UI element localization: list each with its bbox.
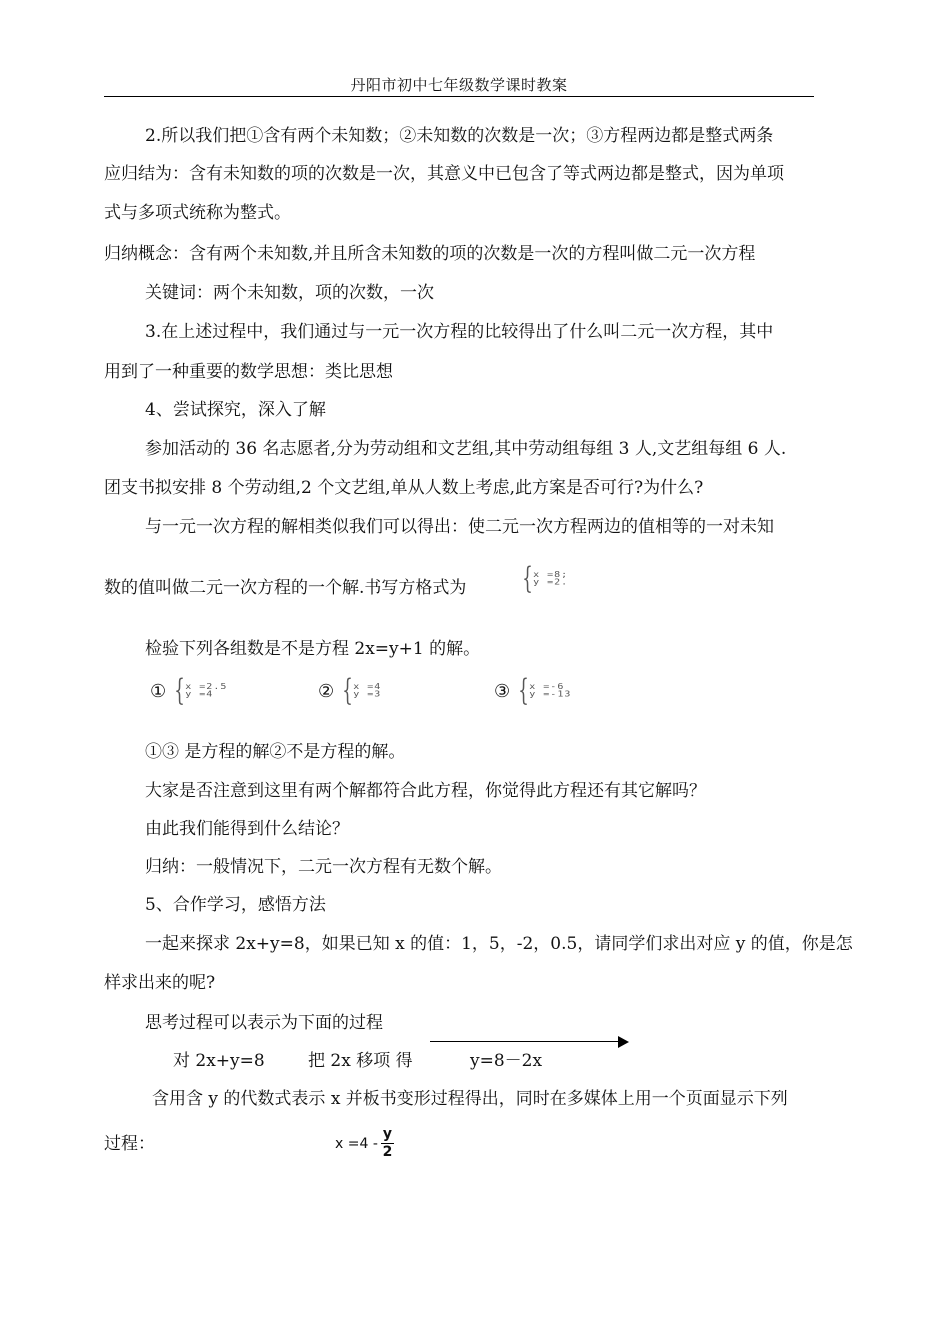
problem-line2: 团支书拟安排 8 个劳动组,2 个文艺组,单从人数上考虑,此方案是否可行?为什么? bbox=[104, 478, 704, 498]
transform-line1: 含用含 y 的代数式表示 x 并板书变形过程得出，同时在多媒体上用一个页面显示下列 bbox=[152, 1089, 788, 1109]
process-step-start: 对 2x+y=8 bbox=[173, 1051, 265, 1071]
check-mark: ② bbox=[318, 680, 335, 702]
check-result: ①③ 是方程的解②不是方程的解。 bbox=[145, 742, 406, 762]
paragraph-2-line3: 式与多项式统称为整式。 bbox=[104, 203, 291, 223]
format-y: y =2. bbox=[533, 578, 569, 587]
formula-lhs: x =4 - bbox=[335, 1135, 378, 1152]
check-instruction: 检验下列各组数是不是方程 2x=y+1 的解。 bbox=[145, 639, 481, 659]
brace-icon: { bbox=[342, 673, 353, 708]
check-y: y =4 bbox=[185, 690, 214, 699]
process-step-result: y=8－2x bbox=[470, 1051, 543, 1071]
keywords: 关键词：两个未知数，项的次数，一次 bbox=[145, 283, 434, 303]
brace-icon: { bbox=[174, 673, 185, 708]
format-x: x =8; bbox=[533, 570, 569, 579]
transform-line2: 过程： bbox=[104, 1134, 155, 1154]
brace-icon: { bbox=[518, 673, 529, 708]
check-option-2 bbox=[318, 673, 382, 708]
paragraph-3-line2: 用到了一种重要的数学思想：类比思想 bbox=[104, 362, 393, 382]
brace-icon: { bbox=[522, 561, 533, 596]
process-intro: 思考过程可以表示为下面的过程 bbox=[145, 1013, 383, 1033]
page-header: 丹阳市初中七年级数学课时教案 bbox=[350, 76, 568, 94]
solution-definition-line2: 数的值叫做二元一次方程的一个解.书写方格式为 bbox=[104, 578, 467, 598]
check-y: y =3 bbox=[353, 690, 382, 699]
formula-x-equals bbox=[335, 1126, 394, 1161]
check-x: x =2.5 bbox=[185, 682, 228, 691]
section-4-heading: 4、尝试探究，深入了解 bbox=[145, 400, 326, 420]
solution-definition-line1: 与一元一次方程的解相类似我们可以得出：使二元一次方程两边的值相等的一对未知 bbox=[145, 517, 774, 537]
concept-summary: 归纳概念：含有两个未知数,并且所含未知数的项的次数是一次的方程叫做二元一次方程 bbox=[104, 244, 756, 264]
process-arrow bbox=[430, 1041, 620, 1042]
check-option-1 bbox=[150, 673, 228, 708]
paragraph-3-line1: 3.在上述过程中，我们通过与一元一次方程的比较得出了什么叫二元一次方程，其中 bbox=[145, 322, 774, 342]
question-conclusion: 由此我们能得到什么结论？ bbox=[145, 819, 349, 839]
summary-infinite-solutions: 归纳：一般情况下，二元一次方程有无数个解。 bbox=[145, 857, 502, 877]
formula-fraction bbox=[381, 1126, 394, 1161]
exploration-line1: 一起来探求 2x+y=8，如果已知 x 的值：1，5，-2，0.5，请同学们求出对应 y 的值，你是怎 bbox=[145, 934, 853, 954]
check-x: x =4 bbox=[353, 682, 382, 691]
paragraph-2-line1: 2.所以我们把①含有两个未知数；②未知数的次数是一次；③方程两边都是整式两条 bbox=[145, 126, 774, 146]
process-step-move: 把 2x 移项 得 bbox=[308, 1051, 413, 1071]
arrow-head-icon bbox=[618, 1036, 629, 1048]
formula-numerator: y bbox=[382, 1126, 393, 1142]
check-x: x =-6 bbox=[529, 682, 565, 691]
question-other-solutions: 大家是否注意到这里有两个解都符合此方程，你觉得此方程还有其它解吗？ bbox=[145, 781, 706, 801]
check-option-3 bbox=[494, 673, 572, 708]
format-system bbox=[518, 561, 569, 596]
check-y: y =-13 bbox=[529, 690, 572, 699]
formula-denominator: 2 bbox=[382, 1144, 393, 1160]
header-rule bbox=[104, 96, 814, 97]
check-mark: ③ bbox=[494, 680, 511, 702]
check-mark: ① bbox=[150, 680, 167, 702]
paragraph-2-line2: 应归结为：含有未知数的项的次数是一次，其意义中已包含了等式两边都是整式，因为单项 bbox=[104, 164, 784, 184]
exploration-line2: 样求出来的呢? bbox=[104, 973, 216, 993]
problem-line1: 参加活动的 36 名志愿者,分为劳动组和文艺组,其中劳动组每组 3 人,文艺组每组 6 人. bbox=[145, 439, 787, 459]
section-5-heading: 5、合作学习，感悟方法 bbox=[145, 895, 326, 915]
